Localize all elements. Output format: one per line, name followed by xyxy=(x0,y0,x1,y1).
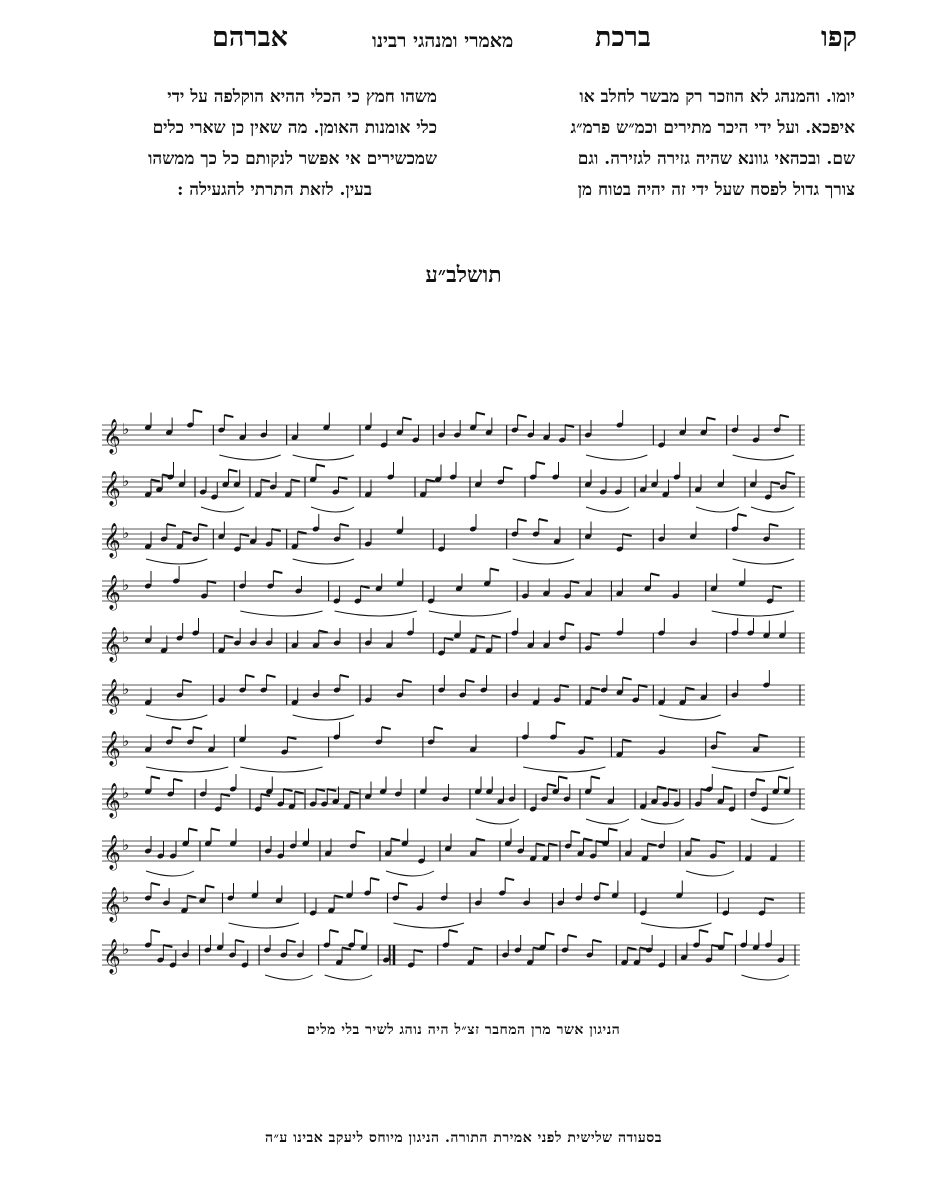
note-beam xyxy=(403,680,412,682)
slur xyxy=(146,767,228,772)
note-beam xyxy=(426,480,435,482)
note-beam xyxy=(316,465,325,467)
slur xyxy=(325,975,373,980)
note-beam xyxy=(391,839,400,841)
note-beam xyxy=(205,886,214,888)
section-title: תושלב״ע xyxy=(425,262,502,288)
text-line: שמכשירים אי אפשר לנקותם כל כך ממשהו xyxy=(148,149,437,169)
slur xyxy=(219,455,280,460)
note-beam xyxy=(474,948,483,950)
slur xyxy=(386,871,434,876)
note-beam xyxy=(370,878,379,880)
flat-sign-icon: ♭ xyxy=(122,888,130,906)
slur xyxy=(335,611,417,616)
note-beam xyxy=(593,940,602,942)
note-beam xyxy=(518,415,527,417)
note-beam xyxy=(545,933,554,935)
note-beam xyxy=(151,480,160,482)
note-beam xyxy=(350,792,359,794)
treble-clef-icon: 𝄞 xyxy=(103,627,121,662)
treble-clef-icon: 𝄞 xyxy=(103,939,121,974)
slur xyxy=(265,975,313,980)
note-beam xyxy=(151,883,160,885)
slur xyxy=(146,871,194,876)
note-beam xyxy=(571,831,580,833)
note-beam xyxy=(334,896,343,898)
note-beam xyxy=(399,883,408,885)
note-beam xyxy=(167,524,176,526)
note-beam xyxy=(699,930,708,932)
note-beam xyxy=(172,727,181,729)
note-beam xyxy=(295,792,304,794)
note-beam xyxy=(224,415,233,417)
note-beam xyxy=(627,948,636,950)
slur xyxy=(733,559,794,564)
note-beam xyxy=(504,467,513,469)
text-line: בעין. לזאת התרתי להגעילה : xyxy=(177,180,372,200)
slur xyxy=(240,767,322,772)
author-name: אברהם xyxy=(212,22,288,53)
slur xyxy=(523,767,605,772)
note-beam xyxy=(193,727,202,729)
flat-sign-icon: ♭ xyxy=(122,576,130,594)
note-beam xyxy=(187,896,196,898)
flat-sign-icon: ♭ xyxy=(122,784,130,802)
note-beam xyxy=(382,727,391,729)
note-beam xyxy=(549,844,558,846)
note-beam xyxy=(505,878,514,880)
note-beam xyxy=(174,779,183,781)
slur xyxy=(659,715,720,720)
note-beam xyxy=(565,623,574,625)
slur xyxy=(513,559,574,564)
note-beam xyxy=(261,480,270,482)
flat-sign-icon: ♭ xyxy=(122,940,130,958)
note-beam xyxy=(717,732,726,734)
treble-clef-icon: 𝄞 xyxy=(103,887,121,922)
note-beam xyxy=(724,933,733,935)
note-beam xyxy=(536,462,545,464)
text-line: יומו. והמנהג לא הוזכר רק מבשר לחלב או xyxy=(579,87,855,107)
note-beam xyxy=(738,514,747,516)
note-beam xyxy=(779,777,788,779)
note-beam xyxy=(267,675,276,677)
music-score-image xyxy=(100,405,820,990)
note-beam xyxy=(434,727,443,729)
text-line: משהו חמץ כי הכלי ההיא הוקלפה על ידי xyxy=(167,87,437,107)
section-heading: מאמרי ומנהגי רבינו xyxy=(372,30,514,52)
treble-clef-icon: 𝄞 xyxy=(103,471,121,506)
note-beam xyxy=(691,839,700,841)
flat-sign-icon: ♭ xyxy=(122,628,130,646)
note-beam xyxy=(465,680,474,682)
slur xyxy=(712,767,794,772)
music-staff xyxy=(102,425,805,445)
slur xyxy=(429,611,511,616)
music-staff xyxy=(102,893,805,913)
note-beam xyxy=(319,631,328,633)
slur xyxy=(476,819,519,824)
slur xyxy=(733,455,794,460)
treble-clef-icon: 𝄞 xyxy=(103,419,121,454)
note-beam xyxy=(707,418,716,420)
note-beam xyxy=(330,930,339,932)
note-beam xyxy=(449,930,458,932)
slur xyxy=(311,507,354,512)
slur xyxy=(293,559,354,564)
note-beam xyxy=(183,680,192,682)
note-beam xyxy=(648,844,657,846)
note-beam xyxy=(273,571,282,573)
text-line: צורך גדול לפסח שעל ידי זה יהיה בטוח מן xyxy=(577,180,855,200)
note-beam xyxy=(211,829,220,831)
note-beam xyxy=(568,935,577,937)
treble-clef-icon: 𝄞 xyxy=(103,835,121,870)
slur xyxy=(293,455,354,460)
note-beam xyxy=(600,883,609,885)
melody-caption: הניגון אשר מרן המחבר זצ״ל היה נוהג לשיר בלי מלים xyxy=(306,1022,621,1038)
note-beam xyxy=(291,480,300,482)
treble-clef-icon: 𝄞 xyxy=(103,731,121,766)
note-beam xyxy=(245,675,254,677)
note-beam xyxy=(556,722,565,724)
note-beam xyxy=(609,829,618,831)
note-beam xyxy=(490,569,499,571)
text-line: איפכא. ועל ידי היכר מתירים וכמ״ש פרמ״ג xyxy=(570,118,855,138)
note-beam xyxy=(183,532,192,534)
note-beam xyxy=(476,636,485,638)
book-title: ברכת xyxy=(595,22,651,53)
slur xyxy=(394,923,465,928)
slur xyxy=(146,559,207,564)
note-beam xyxy=(759,735,768,737)
slur xyxy=(686,871,734,876)
note-beam xyxy=(622,740,631,742)
note-beam xyxy=(591,777,600,779)
note-beam xyxy=(769,524,778,526)
note-beam xyxy=(657,787,666,789)
occasion-caption: בסעודה שלישית לפני אמירת התורה. הניגון מיוחס ליעקב אבינו ע״ה xyxy=(265,1130,662,1146)
note-beam xyxy=(780,415,789,417)
music-staff xyxy=(102,633,805,653)
flat-sign-icon: ♭ xyxy=(122,472,130,490)
note-beam xyxy=(229,470,238,472)
note-beam xyxy=(536,844,545,846)
left-text-column xyxy=(62,82,437,206)
slur xyxy=(641,819,684,824)
music-staff xyxy=(102,789,805,809)
note-beam xyxy=(786,472,795,474)
page-number: קפו xyxy=(820,22,857,53)
note-beam xyxy=(235,940,244,942)
slur xyxy=(586,507,629,512)
note-beam xyxy=(685,688,694,690)
flat-sign-icon: ♭ xyxy=(122,524,130,542)
flat-sign-icon: ♭ xyxy=(122,680,130,698)
note-beam xyxy=(518,519,527,521)
note-beam xyxy=(193,410,202,412)
slur xyxy=(293,715,354,720)
note-beam xyxy=(340,524,349,526)
note-beam xyxy=(584,839,593,841)
note-beam xyxy=(476,839,485,841)
note-beam xyxy=(151,777,160,779)
right-text-column xyxy=(475,82,855,206)
note-beam xyxy=(559,777,568,779)
note-beam xyxy=(756,779,765,781)
note-beam xyxy=(342,948,351,950)
text-line: כלי אומנות האומן. מה שאין כן שארי כלים xyxy=(152,118,437,138)
note-beam xyxy=(199,524,208,526)
treble-clef-icon: 𝄞 xyxy=(103,523,121,558)
music-staff xyxy=(102,477,805,497)
note-beam xyxy=(224,636,233,638)
note-beam xyxy=(591,688,600,690)
flat-sign-icon: ♭ xyxy=(122,836,130,854)
note-beam xyxy=(476,413,485,415)
treble-clef-icon: 𝄞 xyxy=(103,783,121,818)
note-beam xyxy=(623,678,632,680)
note-beam xyxy=(189,829,198,831)
flat-sign-icon: ♭ xyxy=(122,420,130,438)
slur xyxy=(751,507,794,512)
note-beam xyxy=(651,574,660,576)
slur xyxy=(741,975,789,980)
slur xyxy=(751,819,794,824)
slur xyxy=(586,819,629,824)
note-beam xyxy=(492,636,501,638)
note-beam xyxy=(298,532,307,534)
note-beam xyxy=(287,940,296,942)
note-beam xyxy=(403,418,412,420)
slur xyxy=(229,923,300,928)
note-beam xyxy=(356,831,365,833)
treble-clef-icon: 𝄞 xyxy=(103,679,121,714)
text-line: שם. ובכהאי גוונא שהיה גזירה לגזירה. וגם xyxy=(577,149,855,169)
music-staff xyxy=(102,737,805,757)
note-beam xyxy=(151,930,160,932)
slur xyxy=(146,715,207,720)
flat-sign-icon: ♭ xyxy=(122,732,130,750)
treble-clef-icon: 𝄞 xyxy=(103,575,121,610)
slur xyxy=(641,923,712,928)
music-staff xyxy=(102,685,805,705)
note-beam xyxy=(547,784,556,786)
music-staff xyxy=(102,529,805,549)
slur xyxy=(696,507,739,512)
page-header xyxy=(0,0,927,70)
note-beam xyxy=(354,930,363,932)
slur xyxy=(240,611,322,616)
note-beam xyxy=(724,787,733,789)
slur xyxy=(201,507,244,512)
slur xyxy=(586,455,647,460)
slur xyxy=(712,611,794,616)
note-beam xyxy=(539,519,548,521)
note-beam xyxy=(340,675,349,677)
